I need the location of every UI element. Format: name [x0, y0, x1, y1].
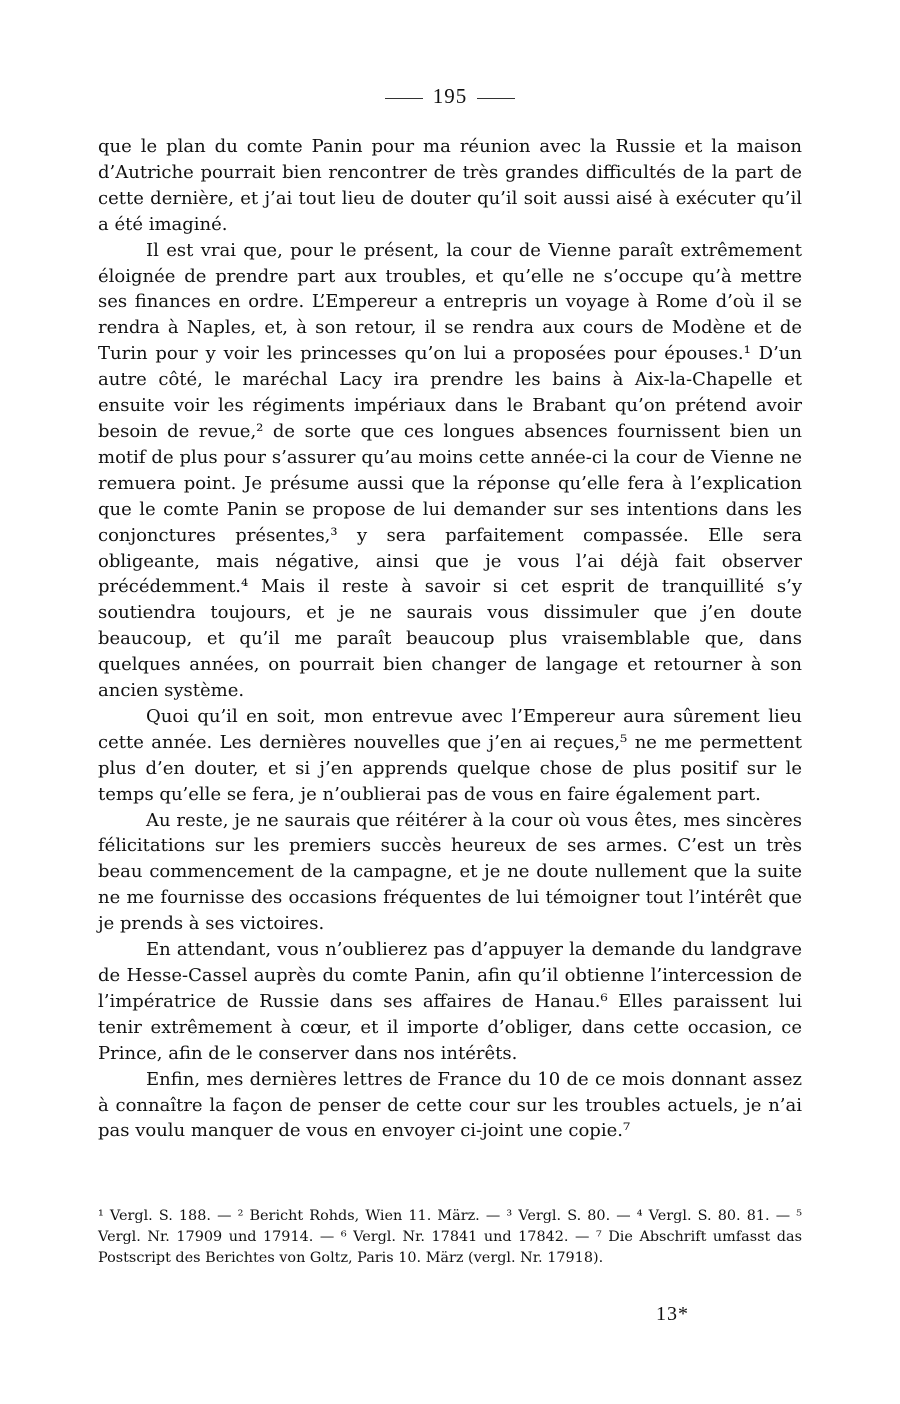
footnotes: ¹ Vergl. S. 188. — ² Bericht Rohds, Wien 11. März. — ³ Vergl. S. 80. — ⁴ Vergl. S. 80. 81. — ⁵ Vergl. Nr. 17909 und 17914. — ⁶ Vergl. Nr. 17841 und 17842. — ⁷ Die Abschrift umfasst das Postscript des Berichtes von Goltz, Paris 10. März (vergl. Nr. 17918). [98, 1208, 802, 1266]
paragraph-2: Il est vrai que, pour le présent, la cour de Vienne paraît extrêmement éloignée de prendre part aux troubles, et qu’elle ne s’occupe qu’à mettre ses finances en ordre. L’Empereur a entrepris un voyage à Rome d’où il se rendra à Naples, et, à son retour, il se rendra aux cours de Modène et de Turin pour y voir les princesses qu’on lui a proposées pour épouses.¹ D’un autre côté, le maréchal Lacy ira prendre les bains à Aix-la-Chapelle et ensuite voir les régiments impériaux dans le Brabant qu’on prétend avoir besoin de revue,² de sorte que ces longues absences fournissent bien un motif de plus pour s’assurer qu’au moins cette année-ci la cour de Vienne ne remuera point. Je présume aussi que la réponse qu’elle fera à l’explication que le comte Panin se propose de lui demander sur ses intentions dans les conjonctures présentes,³ y sera parfaitement compassée. Elle sera obligeante, mais négative, ainsi que je vous l’ai déjà fait observer précédemment.⁴ Mais il reste à savoir si cet esprit de tranquillité s’y soutiendra toujours, et je ne saurais vous dissimuler que j’en doute beaucoup, et qu’il me paraît beaucoup plus vraisemblable que, dans quelques années, on pourrait bien changer de langage et retourner à son ancien système. [98, 239, 802, 702]
page-number: 195 [432, 84, 468, 108]
paragraph-6: Enfin, mes dernières lettres de France du 10 de ce mois donnant assez à connaître la façon de penser de cette cour sur les troubles actuels, je n’ai pas voulu manquer de vous en envoyer ci-joint une copie.⁷ [98, 1068, 802, 1142]
paragraph-3: Quoi qu’il en soit, mon entrevue avec l’Empereur aura sûrement lieu cette année. Les dernières nouvelles que j’en ai reçues,⁵ ne me permettent plus d’en douter, et si j’en apprends quelque chose de plus positif sur le temps qu’elle se fera, je n’oublierai pas de vous en faire également part. [98, 705, 802, 805]
body-text [98, 134, 802, 1144]
paragraph-4: Au reste, je ne saurais que réitérer à la cour où vous êtes, mes sincères félicitations sur les premiers succès heureux de ses armes. C’est un très beau commencement de la campagne, et je ne doute nullement que la suite ne me fournisse des occasions fréquentes de lui témoigner tout l’intérêt que je prends à ses victoires. [98, 809, 802, 935]
paragraph-5: En attendant, vous n’oublierez pas d’appuyer la demande du landgrave de Hesse-Cassel auprès du comte Panin, afin qu’il obtienne l’intercession de l’impératrice de Russie dans ses affaires de Hanau.⁶ Elles paraissent lui tenir extrêmement à cœur, et il importe d’obliger, dans cette occasion, ce Prince, afin de le conserver dans nos intérêts. [98, 939, 802, 1064]
page-header [0, 84, 900, 109]
header-dash-left [385, 98, 423, 99]
paragraph-1: que le plan du comte Panin pour ma réunion avec la Russie et la maison d’Autriche pourrait bien rencontrer de très grandes difficultés de la part de cette dernière, et j’ai tout lieu de douter qu’il soit aussi aisé à exécuter qu’il a été imaginé. [98, 136, 802, 235]
header-dash-right [477, 98, 515, 99]
signature-mark: 13* [656, 1303, 689, 1325]
